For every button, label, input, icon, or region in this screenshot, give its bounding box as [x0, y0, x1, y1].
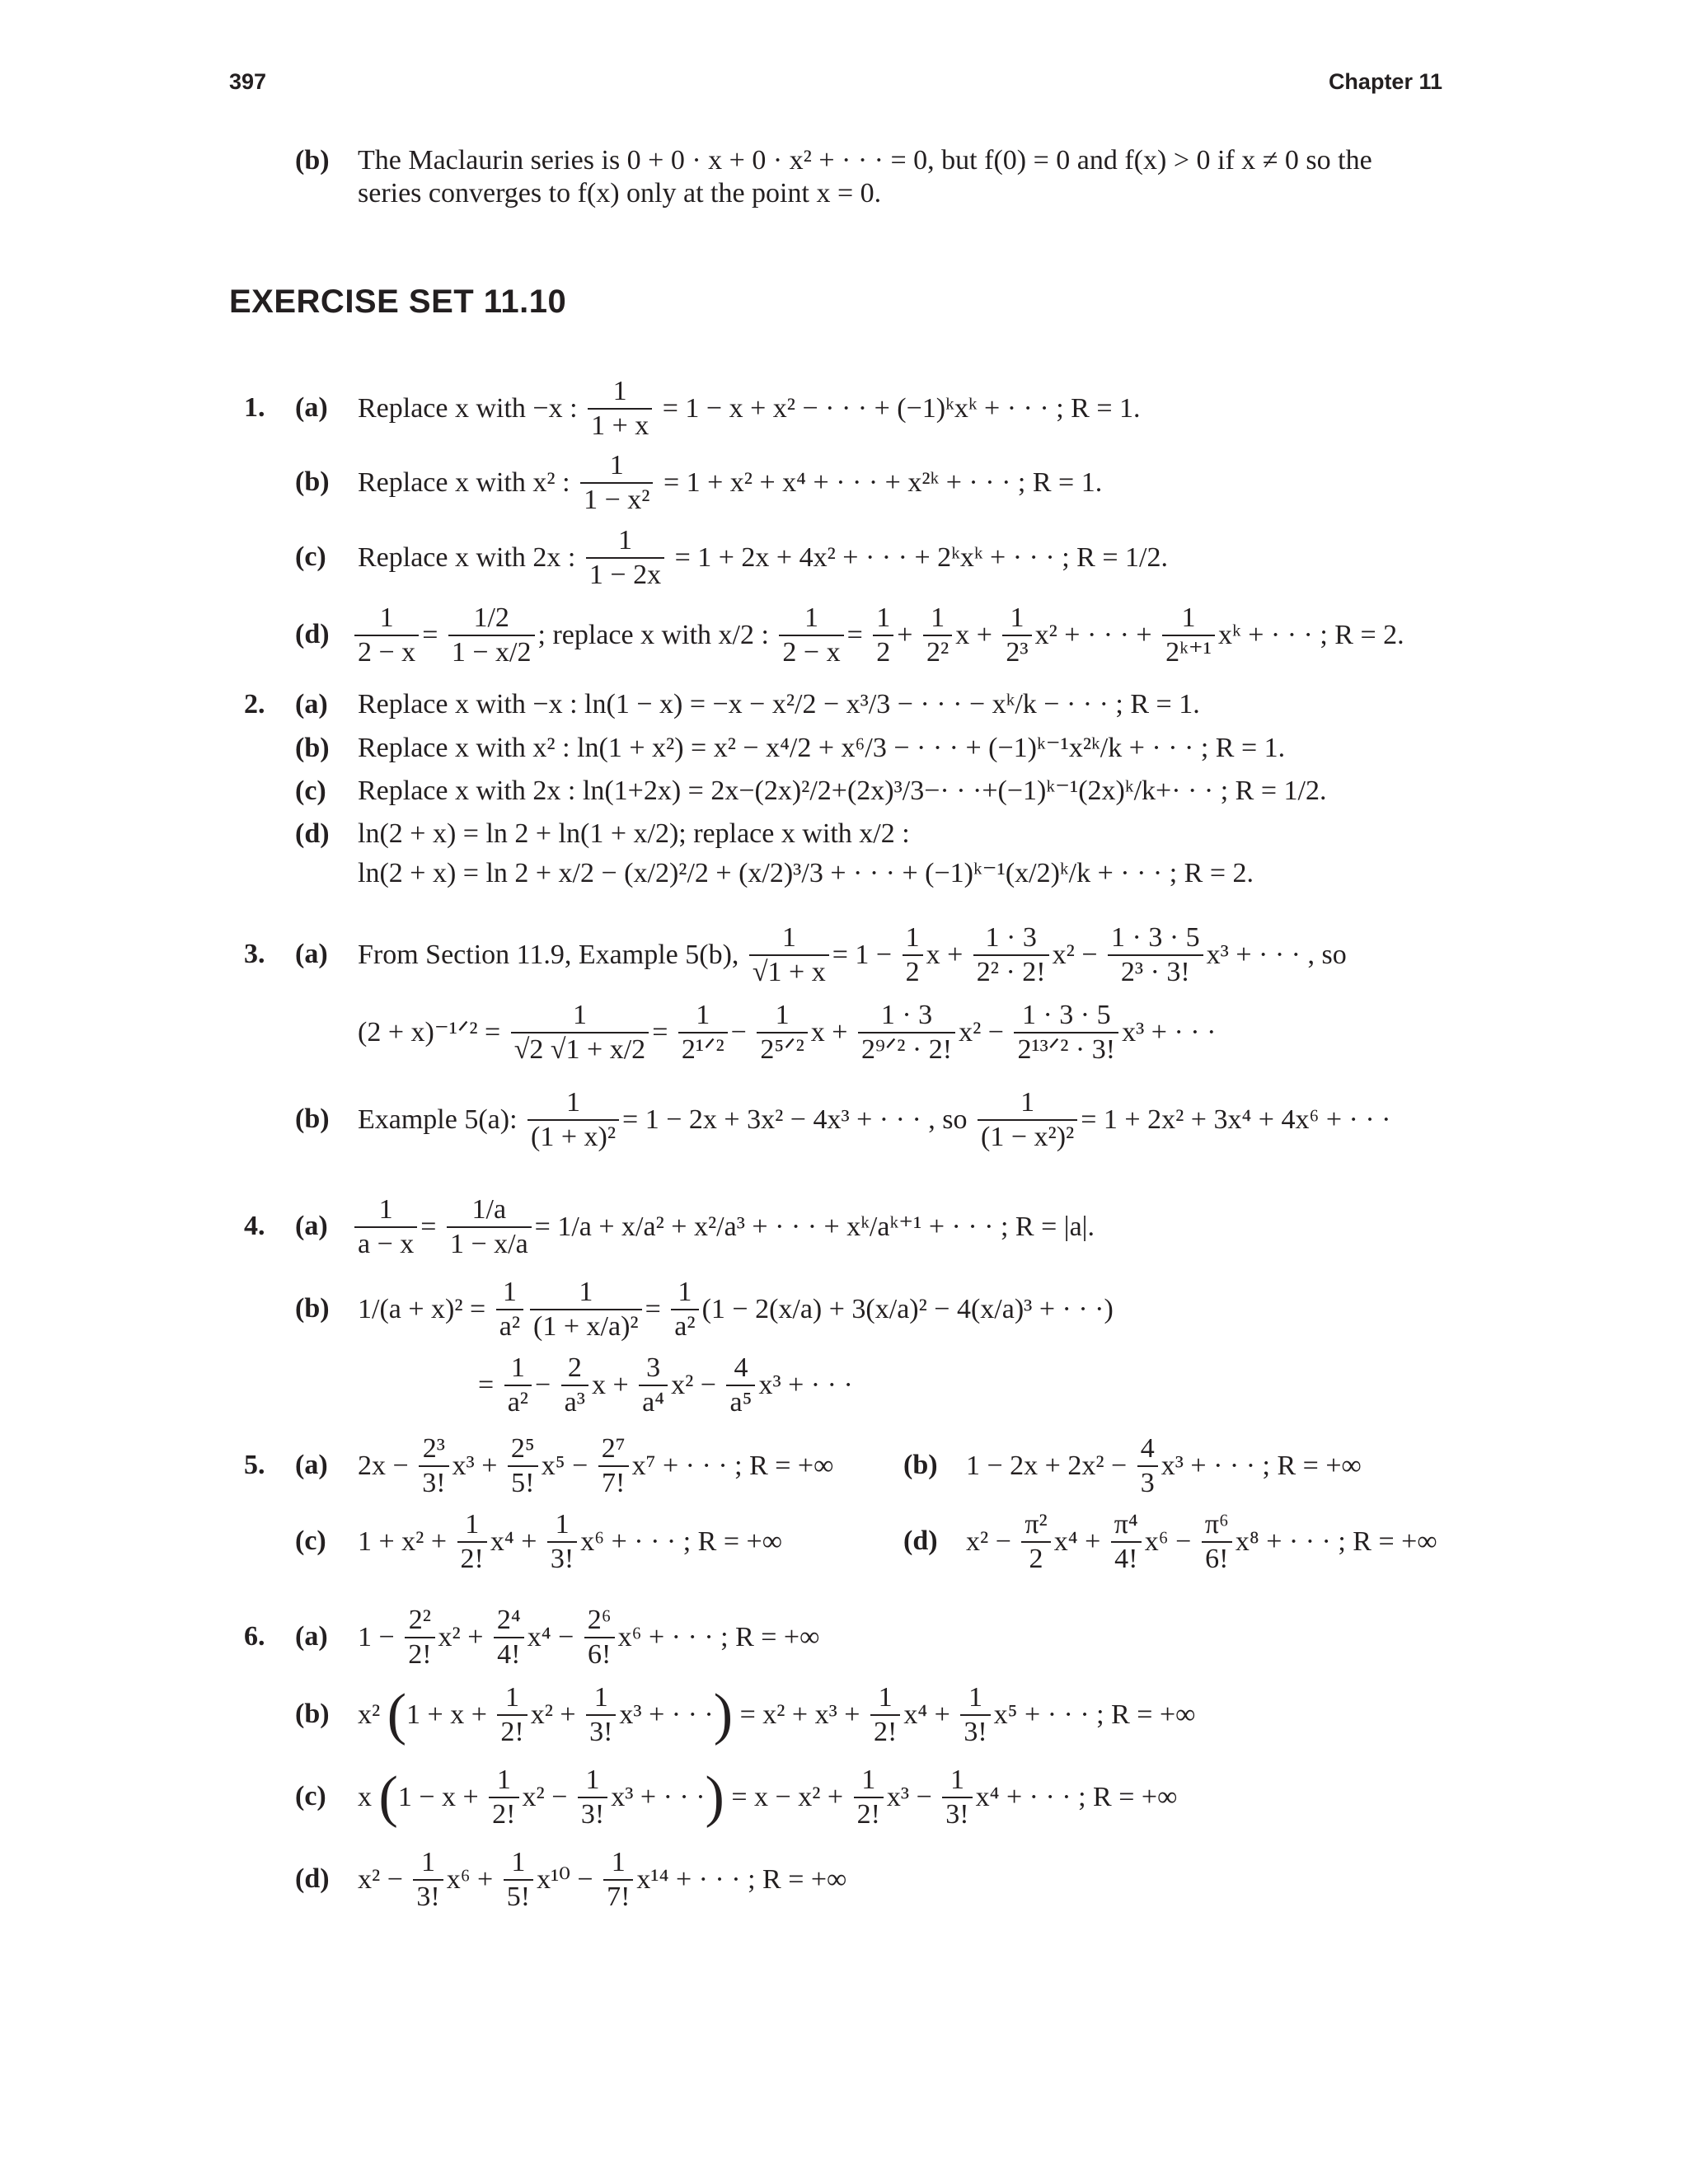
ex6-c-lparen: (: [378, 1765, 398, 1829]
intro-text-1: The Maclaurin series is 0 + 0 · x + 0 · x² + · · · = 0, but f(0) = 0 and f(x) > 0 if x ≠ 0 so the: [358, 145, 1372, 176]
ex1-b-label: (b): [295, 466, 330, 497]
ex1-number: 1.: [244, 392, 265, 423]
ex5-b-frac-1: $\frac{4}{3}$: [1137, 1432, 1158, 1500]
ex6-d-frac-3: $\frac{1}{7!}$: [603, 1846, 633, 1914]
ex2-c-label: (c): [295, 776, 326, 806]
ex1-d-mid: ; replace x with x/2 :: [537, 620, 769, 650]
ex6-c-frac-2: $\frac{1}{3!}$: [578, 1764, 607, 1831]
ex4-b-frac-6: $\frac{3}{\text{a⁴}}$: [639, 1352, 668, 1419]
ex6-d-label: (d): [295, 1863, 330, 1894]
ex2-d-text-1: ln(2 + x) = ln 2 + ln(1 + x/2); replace x with x/2 :: [358, 818, 910, 849]
ex6-a-label: (a): [295, 1621, 328, 1652]
ex4-a-post: = 1/a + x/a² + x²/a³ + · · · + xᵏ/aᵏ⁺¹ + · · · ; R = |a|.: [534, 1212, 1095, 1242]
intro-label: (b): [295, 145, 330, 176]
ex6-c-frac-1: $\frac{1}{2!}$: [489, 1764, 518, 1831]
ex4-b-frac-5: $\frac{2}{\text{a³}}$: [561, 1352, 588, 1419]
ex3-b-frac-2: $\frac{1}{\text{(1 − x²)²}}$: [978, 1086, 1077, 1154]
ex5-b-label: (b): [903, 1450, 938, 1480]
ex2-b-label: (b): [295, 733, 330, 763]
intro-line-2: series converges to f(x) only at the point x = 0.: [358, 178, 882, 209]
ex1-a-pre: Replace x with −x :: [358, 393, 578, 424]
ex3-b-label: (b): [295, 1104, 330, 1134]
ex1-d-label: (d): [295, 619, 330, 649]
section-title: EXERCISE SET 11.10: [229, 284, 567, 320]
ex6-number: 6.: [244, 1621, 265, 1652]
ex1-a-frac: $\frac{1}{1 + x}$: [588, 375, 652, 443]
ex4-b-label: (b): [295, 1293, 330, 1324]
ex2-d-text-2: ln(2 + x) = ln 2 + x/2 − (x/2)²/2 + (x/2)³/3 + · · · + (−1)ᵏ⁻¹(x/2)ᵏ/k + · · · ; R = 2.: [358, 858, 1254, 888]
ex5-a-frac-1: $\frac{\text{2³}}{3!}$: [419, 1432, 448, 1500]
ex1-c-label: (c): [295, 541, 326, 572]
ex2-number: 2.: [244, 689, 265, 719]
ex1-d-frac-1: $\frac{1}{2 - x}$: [354, 602, 419, 669]
ex1-d-frac-2: $\frac{1/2}{1 - x/2}$: [448, 602, 535, 669]
ex2-a-label: (a): [295, 689, 328, 719]
ex1-d-frac-7: $\frac{1}{\text{2ᵏ⁺¹}}$: [1162, 602, 1215, 669]
page: 397 Chapter 11 (b) The Maclaurin series is 0 + 0 · x + 0 · x² + · · · = 0, but f(0) = 0 and f(x) > 0 if x ≠ 0 so the series converges to f(x) only at the point x = 0. EXERCISE SET 11.10 1. (a) Replace x with −x : $\frac{1}{1 + x}$ = 1 − x + x² − · · · + (−1)ᵏxᵏ + · · · ; R = 1. (b) Replace x with x² : $\frac{1}{\text{1 − x²}}$ = 1 + x² + x⁴ + · · · + x²ᵏ + · · · ; R = 1. (c) Replace x with 2x : $\frac{1}{1 - 2x}$ = 1 + 2x + 4x² + · · · + 2ᵏxᵏ + · · · ; R = 1/2. (d) $\frac{1}{2 - x}$ = $\frac{1/2}{1 - x/2}$ ; replace x with x/2 : $\frac{1}{2 - x}$ = $\frac{1}{2}$ + $\frac{1}{\text{2²}}$ x + $\frac{1}{\text{2³}}$ x² + · · · + $\frac{1}{\text{2ᵏ⁺¹}}$ xᵏ + · · · ; R = 2. 2. (a) Replace x with −x : ln(1 − x) = −x − x²/2 − x³/3 − · · · − xᵏ/k − · · · ; R = 1. (b) Replace x with x² : ln(1 + x²) = x² − x⁴/2 + x⁶/3 − · · · + (−1)ᵏ⁻¹x²ᵏ/k + · · · ; R = 1. (c) Replace x with 2x : ln(1+2x) = 2x−(2x)²/2+(2x)³/3−· · ·+(−1)ᵏ⁻¹(2x)ᵏ/k+· · · ; R = 1/2. (d) ln(2 + x) = ln 2 + ln(1 + x/2); replace x with x/2 : ln(2 + x) = ln 2 + x/2 − (x/2)²/2 + (x/2)³/3 + · · · + (−1)ᵏ⁻¹(x/2)ᵏ/k + · · · ; R = 2. 3. (a) From Section 11.9, Example 5(b), $\frac{1}{√1 + x}$ = 1 − $\frac{1}{2}$ x + $\frac{1 \cdot 3}{\text{2² · 2!}}$ x² − $\frac{1 \cdot 3 \cdot 5}{\text{2³ · 3!}}$ x³ + · · · , so (2 + x)⁻¹ᐟ² = $\frac{1}{√2 √1 + x/2}$ = $\frac{1}{\text{2¹ᐟ²}}$ − $\frac{1}{\text{2⁵ᐟ²}}$ x + $\frac{1 \cdot 3}{\text{2⁹ᐟ² · 2!}}$ x² − $\frac{1 \cdot 3 \cdot 5}{\text{2¹³ᐟ² · 3!}}$ x³ + · · · (b) Example 5(a): $\frac{1}{\text{(1 + x)²}}$ = 1 − 2x + 3x² − 4x³ + · · · , so $\frac{1}{\text{(1 − x²)²}}$ = 1 + 2x² + 3x⁴ + 4x⁶ + · · · 4. (a) $\frac{1}{a - x}$ = $\frac{1/a}{1 - x/a}$ = 1/a + x/a² + x²/a³ + · · · + xᵏ/aᵏ⁺¹ + · · · ; R = |a|. (b) 1/(a + x)² = $\frac{1}{\text{a²}}$ $\frac{1}{\text{(1 + x/a)²}}$ = $\frac{1}{\text{a²}}$ (1 − 2(x/a) + 3(x/a)² − 4(x/a)³ + · · ·) = $\frac{1}{\text{a²}}$ − $\frac{2}{\text{a³}}$ x + $\frac{3}{\text{a⁴}}$ x² − $\frac{4}{\text{a⁵}}$ x³ + · · · 5. (a) 2x − $\frac{\text{2³}}{3!}$ x³ + $\frac{\text{2⁵}}{5!}$ x⁵ − $\frac{\text{2⁷}}{7!}$ x⁷ + · · · ; R = +∞ (b) 1 − 2x + 2x² − $\frac{4}{3}$ x³ + · · · ; R = +∞ (c) 1 + x² + $\frac{1}{2!}$ x⁴ + $\frac{1}{3!}$ x⁶ + · · · ; R = +∞ (d) x² − $\frac{\text{π²}}{2}$ x⁴ + $\frac{\text{π⁴}}{4!}$ x⁶ − $\frac{\text{π⁶}}{6!}$ x⁸ + · · · ; R = +∞ 6. (a) 1 − $\frac{\text{2²}}{2!}$ x² + $\frac{\text{2⁴}}{4!}$ x⁴ − $\frac{\text{2⁶}}{6!}$ x⁶ + · · · ; R = +∞ (b) x² (1 + x + $\frac{1}{2!}$ x² + $\frac{1}{3!}$ x³ + · · ·) = x² + x³ + $\frac{1}{2!}$ x⁴ + $\frac{1}{3!}$ x⁵ + · · · ; R = +∞ (c) x (1 − x + $\frac{1}{2!}$ x² − $\frac{1}{3!}$ x³ + · · ·) = x − x² + $\frac{1}{2!}$ x³ − $\frac{1}{3!}$ x⁴ + · · · ; R = +∞ (d) x² − $\frac{1}{3!}$ x⁶ + $\frac{1}{5!}$ x¹⁰ − $\frac{1}{7!}$ x¹⁴ + · · · ; R = +∞: [229, 69, 1442, 1912]
ex3-a-frac-1: $\frac{1}{√1 + x}$: [749, 921, 829, 989]
ex1-d-post: xᵏ + · · · ; R = 2.: [1217, 620, 1404, 650]
ex3-a-frac-2: $\frac{1}{2}$: [903, 921, 923, 989]
ex2-d-label: (d): [295, 818, 330, 849]
ex6-a-frac-3: $\frac{\text{2⁶}}{6!}$: [584, 1604, 615, 1671]
ex6-a-frac-2: $\frac{\text{2⁴}}{4!}$: [494, 1604, 524, 1671]
ex2-c-text: Replace x with 2x : ln(1+2x) = 2x−(2x)²/2+(2x)³/3−· · ·+(−1)ᵏ⁻¹(2x)ᵏ/k+· · · ; R = 1/2.: [358, 776, 1327, 806]
ex4-a-label: (a): [295, 1211, 328, 1241]
ex4-b-frac-7: $\frac{4}{\text{a⁵}}$: [726, 1352, 755, 1419]
ex1-c-frac: $\frac{1}{1 - 2x}$: [586, 524, 664, 592]
ex1-c-post: = 1 + 2x + 4x² + · · · + 2ᵏxᵏ + · · · ; R = 1/2.: [674, 542, 1168, 573]
ex1-a-post: = 1 − x + x² − · · · + (−1)ᵏxᵏ + · · · ; R = 1.: [662, 393, 1141, 424]
ex3-a-frac-3: $\frac{1 \cdot 3}{\text{2² · 2!}}$: [973, 921, 1049, 989]
ex1-d-frac-3: $\frac{1}{2 - x}$: [779, 602, 843, 669]
ex3-number: 3.: [244, 939, 265, 969]
ex6-d-frac-2: $\frac{1}{5!}$: [504, 1846, 533, 1914]
ex6-d-frac-1: $\frac{1}{3!}$: [413, 1846, 443, 1914]
ex4-b-frac-4: $\frac{1}{\text{a²}}$: [504, 1352, 532, 1419]
ex6-b-lparen: (: [387, 1683, 407, 1746]
ex5-c-label: (c): [295, 1526, 326, 1556]
ex6-b-frac-2: $\frac{1}{3!}$: [586, 1681, 616, 1749]
ex3-a-frac-4: $\frac{1 \cdot 3 \cdot 5}{\text{2³ · 3!}}$: [1108, 921, 1203, 989]
ex1-d-frac-4: $\frac{1}{2}$: [873, 602, 893, 669]
ex3-a-pre: From Section 11.9, Example 5(b),: [358, 940, 739, 970]
ex3-a-frac-6: $\frac{1}{\text{2¹ᐟ²}}$: [678, 999, 728, 1066]
ex1-b-pre: Replace x with x² :: [358, 467, 570, 498]
ex6-b-label: (b): [295, 1699, 330, 1729]
ex5-d-frac-2: $\frac{\text{π⁴}}{4!}$: [1111, 1508, 1142, 1576]
ex4-a-frac-1: $\frac{1}{a - x}$: [354, 1193, 417, 1261]
ex6-c-frac-4: $\frac{1}{3!}$: [942, 1764, 972, 1831]
ex2-b-text: Replace x with x² : ln(1 + x²) = x² − x⁴/2 + x⁶/3 − · · · + (−1)ᵏ⁻¹x²ᵏ/k + · · · ; R = 1.: [358, 733, 1286, 763]
ex5-d-frac-3: $\frac{\text{π⁶}}{6!}$: [1202, 1508, 1232, 1576]
ex2-a-text: Replace x with −x : ln(1 − x) = −x − x²/2 − x³/3 − · · · − xᵏ/k − · · · ; R = 1.: [358, 689, 1200, 719]
page-number: 397: [229, 69, 267, 94]
ex1-b-post: = 1 + x² + x⁴ + · · · + x²ᵏ + · · · ; R = 1.: [663, 467, 1103, 498]
ex4-b-frac-1: $\frac{1}{\text{a²}}$: [496, 1276, 523, 1343]
ex3-a-frac-5: $\frac{1}{√2 √1 + x/2}$: [511, 999, 649, 1066]
ex6-c-label: (c): [295, 1781, 326, 1811]
ex5-a-frac-2: $\frac{\text{2⁵}}{5!}$: [508, 1432, 538, 1500]
ex3-a-frac-9: $\frac{1 \cdot 3 \cdot 5}{\text{2¹³ᐟ² · 3!}}$: [1014, 999, 1118, 1066]
ex1-c-pre: Replace x with 2x :: [358, 542, 576, 573]
ex3-b-pre: Example 5(a):: [358, 1104, 518, 1135]
ex6-b-frac-3: $\frac{1}{2!}$: [870, 1681, 900, 1749]
ex6-c-frac-3: $\frac{1}{2!}$: [854, 1764, 884, 1831]
ex5-a-label: (a): [295, 1450, 328, 1480]
ex1-d-frac-5: $\frac{1}{\text{2²}}$: [923, 602, 952, 669]
ex1-d-frac-6: $\frac{1}{\text{2³}}$: [1002, 602, 1031, 669]
ex6-c-rparen: ): [705, 1765, 724, 1829]
chapter-label: Chapter 11: [1328, 69, 1442, 94]
ex5-c-frac-2: $\frac{1}{3!}$: [547, 1508, 577, 1576]
ex4-number: 4.: [244, 1211, 265, 1241]
ex1-a-label: (a): [295, 392, 328, 423]
ex5-d-label: (d): [903, 1526, 938, 1556]
ex3-a-frac-7: $\frac{1}{\text{2⁵ᐟ²}}$: [757, 999, 807, 1066]
ex4-a-frac-2: $\frac{1/a}{1 - x/a}$: [447, 1193, 532, 1261]
ex3-a-label: (a): [295, 939, 328, 969]
ex5-c-frac-1: $\frac{1}{2!}$: [457, 1508, 487, 1576]
ex5-number: 5.: [244, 1450, 265, 1480]
ex6-b-frac-4: $\frac{1}{3!}$: [960, 1681, 990, 1749]
ex4-b-frac-3: $\frac{1}{\text{a²}}$: [671, 1276, 698, 1343]
ex3-a-frac-8: $\frac{1 \cdot 3}{\text{2⁹ᐟ² · 2!}}$: [858, 999, 955, 1066]
ex1-b-frac: $\frac{1}{\text{1 − x²}}$: [580, 449, 653, 517]
ex3-b-frac-1: $\frac{1}{\text{(1 + x)²}}$: [528, 1086, 619, 1154]
ex5-a-frac-3: $\frac{\text{2⁷}}{7!}$: [598, 1432, 629, 1500]
ex4-b-frac-2: $\frac{1}{\text{(1 + x/a)²}}$: [530, 1276, 642, 1343]
ex6-b-rparen: ): [713, 1683, 734, 1746]
ex5-d-frac-1: $\frac{\text{π²}}{2}$: [1021, 1508, 1050, 1576]
ex6-b-frac-1: $\frac{1}{2!}$: [497, 1681, 527, 1749]
ex6-a-frac-1: $\frac{\text{2²}}{2!}$: [405, 1604, 434, 1671]
